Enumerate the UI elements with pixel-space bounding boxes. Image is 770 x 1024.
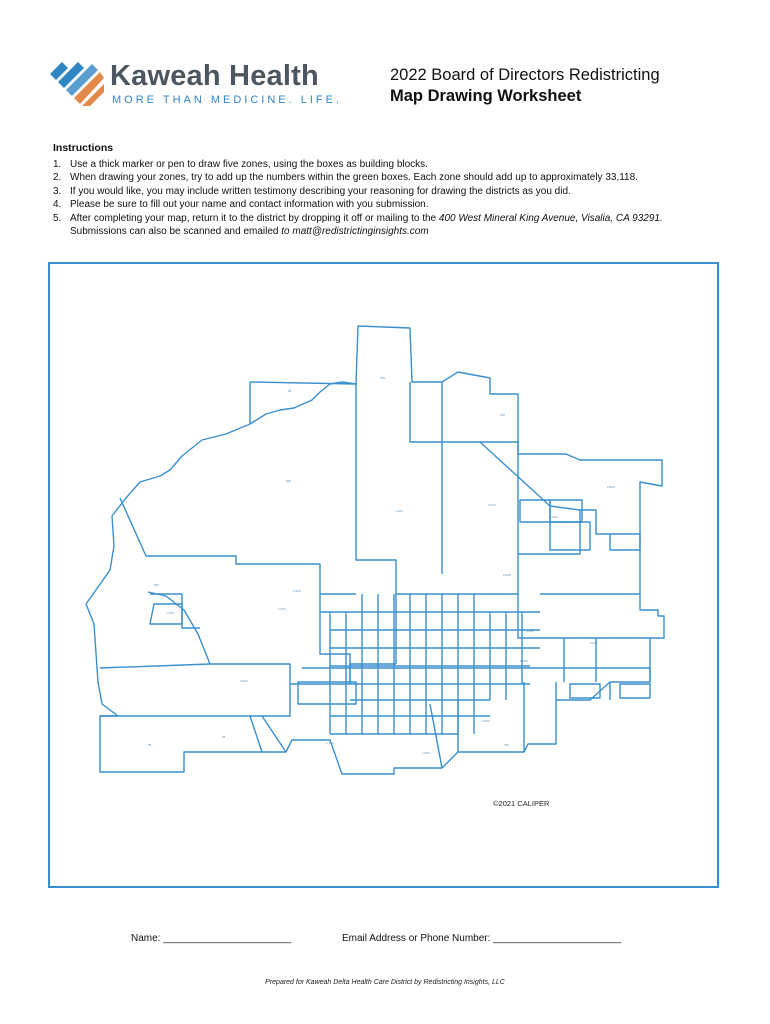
instruction-item [53, 198, 733, 212]
zone-label: 1,245 [166, 611, 174, 615]
zone-label: 3,044 [488, 503, 496, 507]
zone-label: 760 [500, 413, 506, 417]
instruction-subline [70, 225, 733, 239]
instruction-item [53, 158, 733, 172]
district-address: 400 West Mineral King Avenue, Visalia, CA 93291. [438, 212, 663, 224]
zone-label: 1,244 [550, 515, 558, 519]
zone-label: 85 [288, 389, 292, 393]
logo-tagline: MORE THAN MEDICINE. LIFE. [112, 94, 343, 106]
instructions-list [53, 158, 733, 239]
zone-label: 600 [154, 583, 160, 587]
map-frame [48, 262, 719, 888]
kaweah-health-logo [48, 58, 348, 112]
footer-credit: Prepared for Kaweah Delta Health Care District by Redistricting Insights, LLC [265, 979, 505, 986]
logo-name: Kaweah Health [110, 60, 319, 92]
district-map [50, 264, 717, 886]
title-line-1: 2022 Board of Directors Redistricting [390, 66, 660, 84]
instructions-section [53, 142, 733, 239]
instructions-heading: Instructions [53, 142, 114, 154]
zone-label: 55 [222, 735, 226, 739]
name-field[interactable]: Name: _______________________ [131, 933, 292, 944]
instruction-text: Please be sure to fill out your name and contact information with you submission. [70, 199, 429, 210]
zone-label: 1,900 [395, 509, 403, 513]
instruction-text: After completing your map, return it to the district by dropping it off or mailing to the [70, 212, 439, 224]
map-copyright: ©2021 CALIPER [493, 799, 550, 808]
zone-label: 4,600 [590, 641, 598, 645]
title-line-2: Map Drawing Worksheet [390, 87, 582, 105]
zone-label: 1,000 [422, 751, 430, 755]
zone-label: 86 [148, 743, 152, 747]
instruction-number: 1. [53, 158, 62, 170]
instruction-number: 2. [53, 172, 62, 183]
instruction-item [53, 212, 733, 239]
zone-label: 1,244 [326, 741, 334, 745]
zone-label: 700 [380, 376, 386, 380]
instruction-item [53, 171, 733, 185]
submission-email: to matt@redistrictinginsights.com [281, 226, 429, 237]
instruction-text: If you would like, you may include written testimony describing your reasoning for drawing the districts as you did. [70, 185, 571, 197]
zone-label: 3,000 [240, 679, 248, 683]
zone-label: 2,900 [482, 719, 490, 723]
zone-label: 2,373 [278, 607, 286, 611]
zone-label: 900 [286, 479, 292, 483]
instruction-number: 5. [53, 212, 62, 224]
instruction-number: 3. [53, 185, 62, 197]
zone-label: 1,400 [520, 659, 528, 663]
zone-label: 1,800 [293, 589, 301, 593]
instruction-text: Use a thick marker or pen to draw five zones, using the boxes as building blocks. [70, 158, 428, 170]
page-title [390, 66, 750, 106]
zone-label: 2,800 [607, 485, 615, 489]
zone-label: 4,100 [526, 629, 534, 633]
instruction-number: 4. [53, 199, 62, 210]
zone-label: 2,000 [503, 573, 511, 577]
logo-mark-icon [48, 58, 104, 112]
zone-label: 700 [504, 743, 510, 747]
instruction-text: Submissions can also be scanned and emailed [70, 226, 282, 237]
contact-field[interactable]: Email Address or Phone Number: _______________________ [342, 933, 622, 944]
instruction-item [53, 185, 733, 199]
instruction-text: When drawing your zones, try to add up the numbers within the green boxes. Each zone should add up to approximately 33,118. [70, 172, 638, 183]
